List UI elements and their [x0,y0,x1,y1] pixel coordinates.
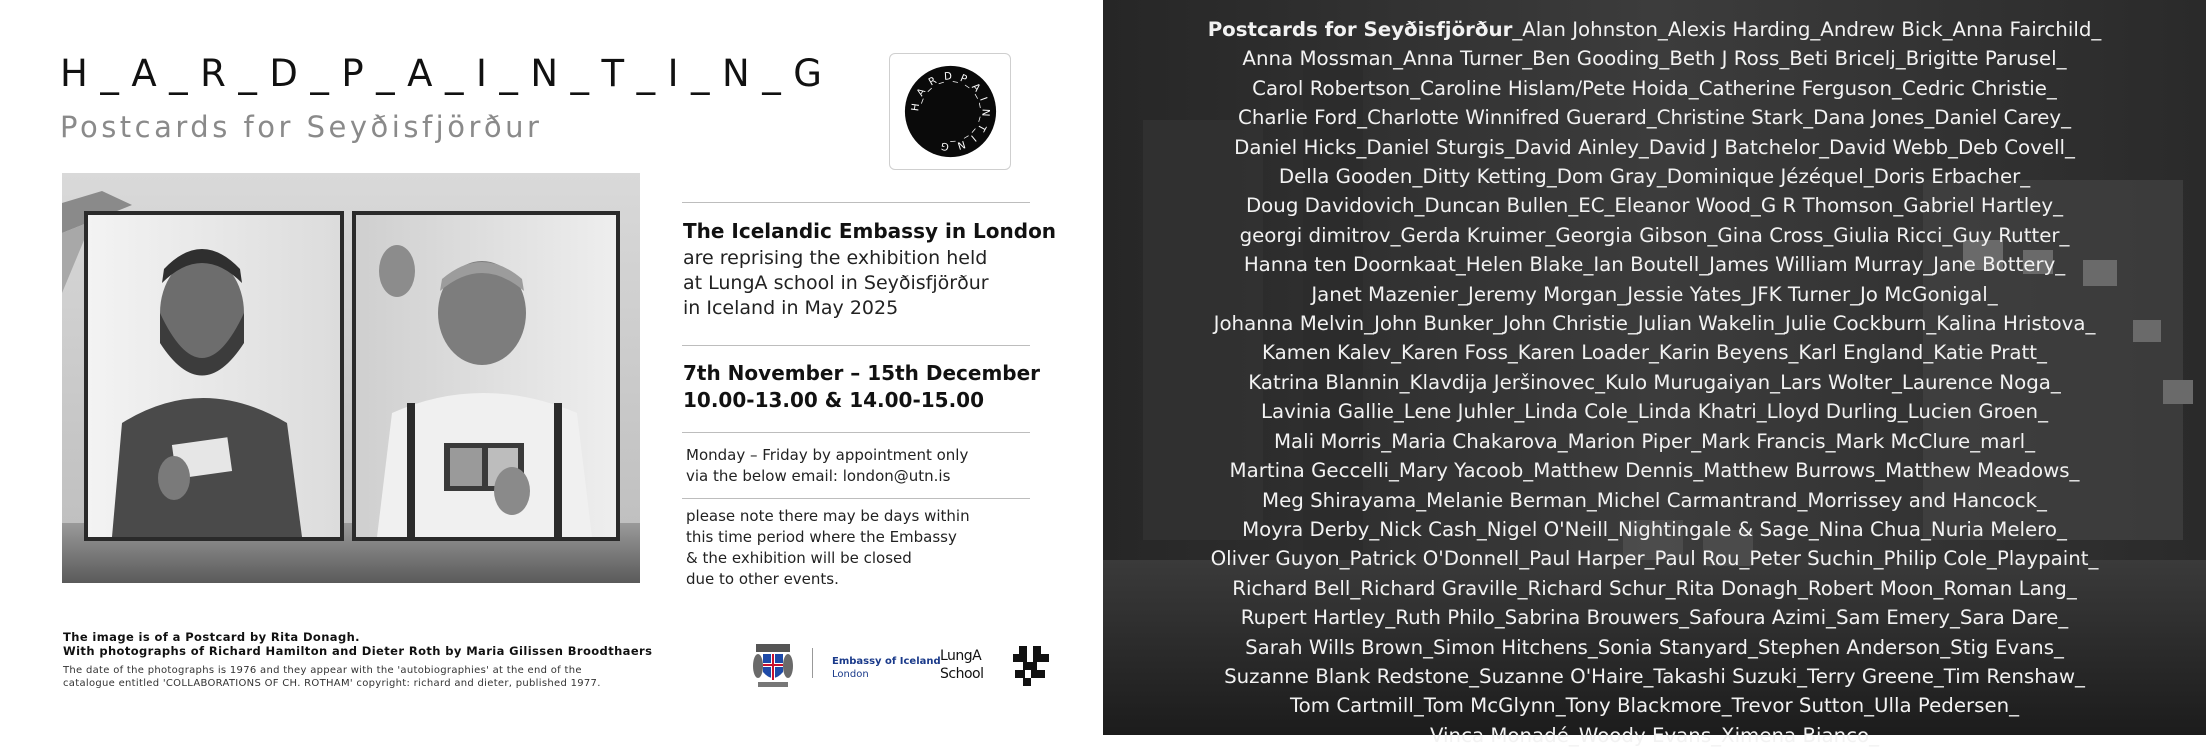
appointment-email-line: via the below email: london@utn.is [686,467,951,485]
hardpainting-logo [889,53,1011,170]
artist-list-line: Sarah Wills Brown_Simon Hitchens_Sonia Stanyard_Stephen Anderson_Stig Evans_ [1245,635,2064,659]
artist-list-line: Meg Shirayama_Melanie Berman_Michel Carmantrand_Morrissey and Hancock_ [1262,488,2047,512]
artist-list-line: georgi dimitrov_Gerda Kruimer_Georgia Gibson_Gina Cross_Giulia Ricci_Guy Rutter_ [1239,223,2070,247]
exhibition-dates [683,360,1040,414]
artist-list-line [1103,15,2206,44]
venue-name: The Icelandic Embassy in London [683,219,1057,243]
artist-list-line: Tom Cartmill_Tom McGlynn_Tony Blackmore_Trevor Sutton_Ulla Pedersen_ [1289,694,2020,718]
note-line: & the exhibition will be closed [686,549,912,567]
credit-detail-line: catalogue entitled 'COLLABORATIONS OF CH. ROTHAM' copyright: richard and dieter, published 1977. [63,678,601,689]
hardpainting-ring-logo-icon [902,63,999,160]
divider [682,202,1030,203]
divider [682,345,1030,346]
artist-list-line: Martina Geccelli_Mary Yacoob_Matthew Dennis_Matthew Burrows_Matthew Meadows_ [1229,459,2080,483]
embassy-logo [832,655,941,681]
artist-list-line: Kamen Kalev_Karen Foss_Karen Loader_Karin Beyens_Karl England_Katie Pratt_ [1262,341,2047,365]
artist-list [1103,15,2206,750]
credit-line: The image is of a Postcard by Rita Donagh. [63,630,360,644]
artist-names: _Alan Johnston_Alexis Harding_Andrew Bick_Anna Fairchild_ [1512,18,2102,41]
artist-list-line: Hanna ten Doornkaat_Helen Blake_Ian Boutell_James William Murray_Jane Bottery_ [1243,253,2066,277]
note-line: due to other events. [686,570,839,588]
iceland-coat-of-arms-icon [752,642,794,690]
lunga-logo-text: LungA [940,648,982,664]
venue-line: are reprising the exhibition held [683,247,988,269]
note-line: please note there may be days within [686,507,970,525]
exhibition-subtitle: Postcards for Seyðisfjörður [60,110,543,144]
lunga-school-logo [940,648,992,692]
artist-list-line: Richard Bell_Richard Graville_Richard Schur_Rita Donagh_Robert Moon_Roman Lang_ [1232,576,2077,600]
utn-logo-icon [1013,646,1049,686]
exhibition-title: H_A_R_D_P_A_I_N_T_I_N_G [60,52,835,95]
appointment-line: Monday – Friday by appointment only [686,446,969,464]
artist-list-line: Carol Robertson_Caroline Hislam/Pete Hoida_Catherine Ferguson_Cedric Christie_ [1252,76,2057,100]
artist-list-line: Suzanne Blank Redstone_Suzanne O'Haire_Takashi Suzuki_Terry Greene_Tim Renshaw_ [1224,664,2085,688]
lunga-logo-text: School [940,666,984,682]
venue-line: in Iceland in May 2025 [683,297,899,319]
artist-list-line: Moyra Derby_Nick Cash_Nigel O'Neill_Nightingale & Sage_Nina Chua_Nuria Melero_ [1242,517,2067,541]
embassy-logo-name: Embassy of Iceland [832,656,941,667]
artist-list-heading: Postcards for Seyðisfjörður [1207,18,1513,41]
venue-line: at LungA school in Seyðisfjörður [683,272,989,294]
postcard-photograph [62,173,640,583]
artist-list-line: Della Gooden_Ditty Ketting_Dom Gray_Dominique Jézéquel_Doris Erbacher_ [1278,165,2031,189]
artist-list-line: Doug Davidovich_Duncan Bullen_EC_Eleanor Wood_G R Thomson_Gabriel Hartley_ [1245,194,2064,218]
artist-list-line: Rupert Hartley_Ruth Philo_Sabrina Brouwers_Safoura Azimi_Sam Emery_Sara Dare_ [1240,606,2069,630]
image-credit [63,630,652,658]
credit-detail-line: The date of the photographs is 1976 and they appear with the 'autobiographies' at the end of the [63,665,582,676]
logo-ring-text: H_A_R_D_P_A_I_N_T_I_N_G [910,71,991,152]
opening-hours: 10.00-13.00 & 14.00-15.00 [683,388,985,412]
appointment-info [686,445,968,487]
note-line: this time period where the Embassy [686,528,957,546]
credit-line: With photographs of Richard Hamilton and Dieter Roth by Maria Gilissen Broodthaers [63,644,653,658]
artist-list-panel [1103,0,2206,747]
logo-separator [812,648,813,678]
divider [682,498,1030,499]
artist-list-line: Charlie Ford_Charlotte Winnifred Guerard_Christine Stark_Dana Jones_Daniel Carey_ [1238,106,2071,130]
artist-list-line: Vinca Monadé_Woody Evans_Ximena Bianco_ [1429,723,1880,747]
artist-list-line: Oliver Guyon_Patrick O'Donnell_Paul Harper_Paul Rou_Peter Suchin_Philip Cole_Playpaint_ [1210,547,2099,571]
artist-list-line: Daniel Hicks_Daniel Sturgis_David Ainley_David J Batchelor_David Webb_Deb Covell_ [1234,135,2075,159]
closure-note [686,506,970,590]
artist-list-line: Anna Mossman_Anna Turner_Ben Gooding_Beth J Ross_Beti Bricelj_Brigitte Parusel_ [1242,47,2067,71]
artist-list-line: Katrina Blannin_Klavdija Jeršinovec_Kulo Murugaiyan_Lars Wolter_Laurence Noga_ [1248,370,2061,394]
artist-list-line: Johanna Melvin_John Bunker_John Christie_Julian Wakelin_Julie Cockburn_Kalina Hristova_ [1213,312,2096,336]
artist-list-line: Mali Morris_Maria Chakarova_Marion Piper_Mark Francis_Mark McClure_marl_ [1273,429,2036,453]
venue-description [683,246,989,321]
postcard-front [0,0,1103,735]
divider [682,432,1030,433]
embassy-logo-city: London [832,669,869,680]
artist-list-line: Janet Mazenier_Jeremy Morgan_Jessie Yates_JFK Turner_Jo McGonigal_ [1311,282,1998,306]
date-range: 7th November – 15th December [683,361,1041,385]
image-credit-detail [63,664,601,690]
artist-list-line: Lavinia Gallie_Lene Juhler_Linda Cole_Linda Khatri_Lloyd Durling_Lucien Groen_ [1261,400,2048,424]
